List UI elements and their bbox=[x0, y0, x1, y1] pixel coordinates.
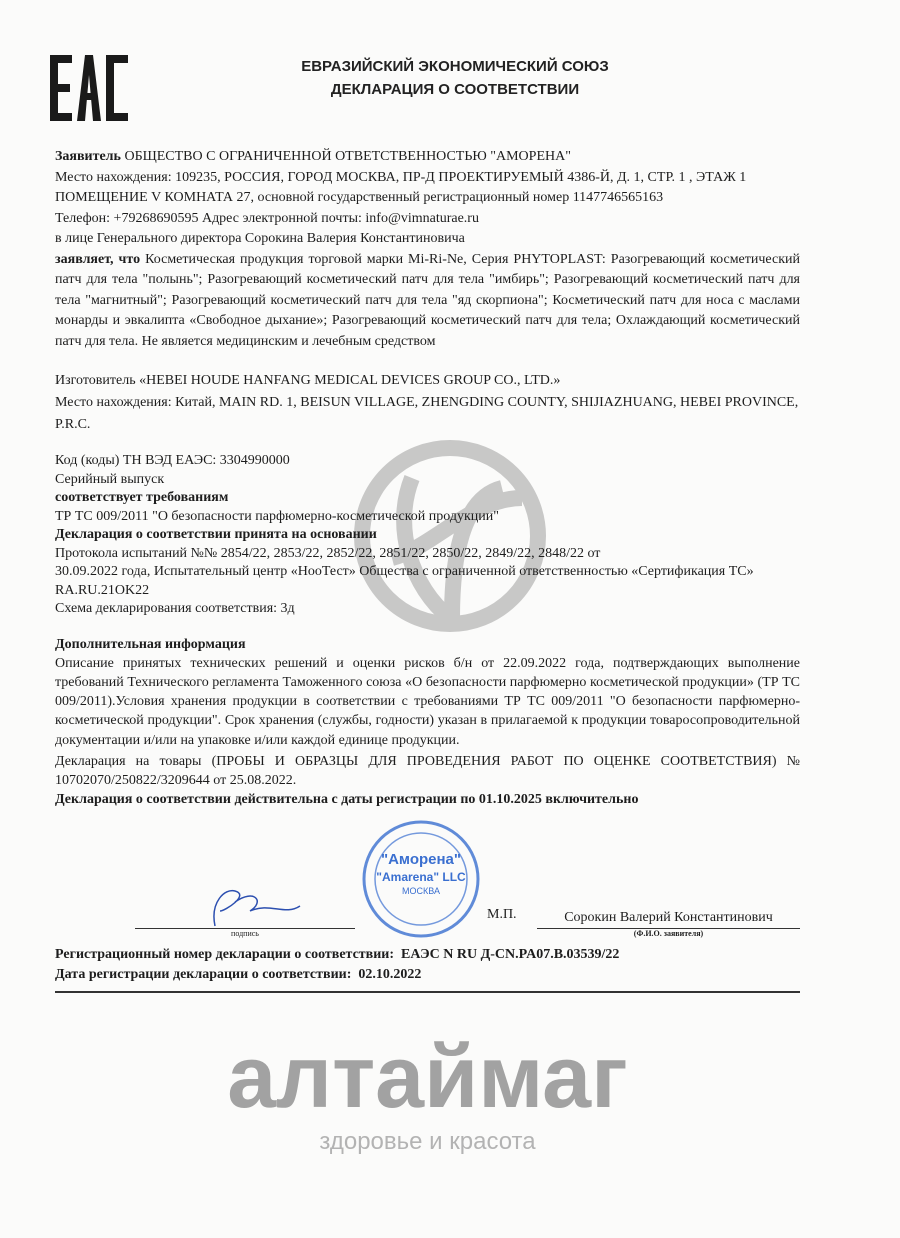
additional-section bbox=[55, 635, 800, 810]
release-type: Серийный выпуск bbox=[55, 471, 165, 487]
manufacturer-name: Изготовитель «HEBEI HOUDE HANFANG MEDICAL DEVICES GROUP CO., LTD.» bbox=[55, 373, 561, 388]
applicant-section bbox=[55, 147, 800, 352]
declares-label: заявляет, что bbox=[55, 251, 141, 267]
declaration-scheme: Схема декларирования соответствия: 3д bbox=[55, 601, 295, 616]
registration-section bbox=[55, 945, 800, 985]
manufacturer-section bbox=[55, 370, 800, 436]
registration-number: ЕАЭС N RU Д-CN.PA07.B.03539/22 bbox=[401, 947, 620, 963]
applicant-contacts: Телефон: +79268690595 Адрес электронной почты: info@vimnaturae.ru bbox=[55, 210, 479, 226]
union-title: ЕВРАЗИЙСКИЙ ЭКОНОМИЧЕСКИЙ СОЮЗ bbox=[301, 58, 609, 75]
stamp-line2: "Amarena" LLC bbox=[376, 870, 466, 885]
applicant-label: Заявитель bbox=[55, 149, 121, 164]
signature-caption: подпись bbox=[231, 929, 259, 939]
signature-block bbox=[135, 884, 355, 939]
basis-label: Декларация о соответствии принята на основании bbox=[55, 527, 377, 542]
company-stamp bbox=[361, 819, 481, 939]
stamp-city: МОСКВА bbox=[402, 886, 440, 897]
signature-row bbox=[55, 819, 800, 939]
applicant-representative: в лице Генерального директора Сорокина Валерия Константиновича bbox=[55, 231, 465, 246]
stamp-line1: "Аморена" bbox=[380, 851, 462, 869]
bottom-rule bbox=[55, 991, 800, 993]
protocols-line1: Протокола испытаний №№ 2854/22, 2853/22, 2852/22, 2851/22, 2850/22, 2849/22, 2848/22 от bbox=[55, 545, 601, 561]
signer-name: Сорокин Валерий Константинович bbox=[564, 909, 773, 925]
complies-label: соответствует требованиям bbox=[55, 490, 229, 505]
seal-label: М.П. bbox=[487, 906, 517, 922]
product-description: Косметическая продукция торговой марки Mi-Ri-Ne, Серия PHYTOPLAST: Разогревающий косметический патч для тела "полынь"; Разогревающий косметический патч для тела "имбирь"; Разогревающий косметический патч для тела "магнитный"; Разогревающий косметический патч для тела "яд скорпиона"; Косметический патч для носа с маслами монарды и эвкалипта «Свободное дыхание»; Разогревающий косметический патч для тела; Охлаждающий косметический патч для тела. Не является медицинским и лечебным средством bbox=[55, 251, 800, 349]
compliance-section bbox=[55, 452, 800, 619]
document-title: ДЕКЛАРАЦИЯ О СООТВЕТСТВИИ bbox=[330, 81, 580, 98]
additional-text: Описание принятых технических решений и оценки рисков б/н от 22.09.2022 года, подтверждающих выполнение требований Технического регламента Таможенного союза «О безопасности парфюмерно косметической продукции» (ТР ТС 009/2011).Условия хранения продукции в соответствии с требованиями ТР ТС 009/2011 "О безопасности парфюмерно-косметической продукции". Срок хранения (службы, годности) указан в прилагаемой к продукции товаросопроводительной документации и/или на упаковке и/или каждой единице продукции. bbox=[55, 655, 800, 748]
signer-caption: (Ф.И.О. заявителя) bbox=[633, 929, 704, 939]
handwritten-signature bbox=[195, 884, 305, 928]
registration-date: 02.10.2022 bbox=[358, 967, 422, 983]
watermark-subtext: здоровье и красота bbox=[319, 1128, 536, 1156]
hs-code: Код (коды) ТН ВЭД ЕАЭС: 3304990000 bbox=[55, 453, 290, 468]
validity: Декларация о соответствии действительна с даты регистрации по 01.10.2025 включительно bbox=[55, 792, 639, 808]
customs-declaration: Декларация на товары (ПРОБЫ И ОБРАЗЦЫ ДЛЯ ПРОВЕДЕНИЯ РАБОТ ПО ОЦЕНКЕ СООТВЕТСТВИЯ) № 10702070/250822/3209644 от 25.08.2022. bbox=[55, 753, 800, 788]
additional-label: Дополнительная информация bbox=[55, 636, 246, 652]
watermark-text: алтаймаг bbox=[227, 1027, 628, 1127]
registration-date-label: Дата регистрации декларации о соответствии: bbox=[55, 967, 352, 983]
regulation: ТР ТС 009/2011 "О безопасности парфюмерно-косметической продукции" bbox=[55, 508, 500, 524]
document-body bbox=[55, 0, 800, 1157]
applicant-name: ОБЩЕСТВО С ОГРАНИЧЕННОЙ ОТВЕТСТВЕННОСТЬЮ "АМОРЕНА" bbox=[120, 149, 571, 164]
protocols-line2: 30.09.2022 года, Испытательный центр «НооТест» Общества с ограниченной ответственностью «Сертификация ТС» RA.RU.21OK22 bbox=[55, 564, 754, 598]
registration-number-label: Регистрационный номер декларации о соответствии: bbox=[55, 947, 395, 963]
signer-block bbox=[537, 908, 800, 940]
applicant-address: Место нахождения: 109235, РОССИЯ, ГОРОД МОСКВА, ПР-Д ПРОЕКТИРУЕМЫЙ 4386-Й, Д. 1, СТР. 1 , ЭТАЖ 1 ПОМЕЩЕНИЕ V КОМНАТА 27, основной государственный регистрационный номер 1147746565163 bbox=[55, 169, 747, 205]
manufacturer-address: Место нахождения: Китай, MAIN RD. 1, BEISUN VILLAGE, ZHENGDING COUNTY, SHIJIAZHUANG, HEBEI PROVINCE, P.R.C. bbox=[55, 395, 799, 432]
